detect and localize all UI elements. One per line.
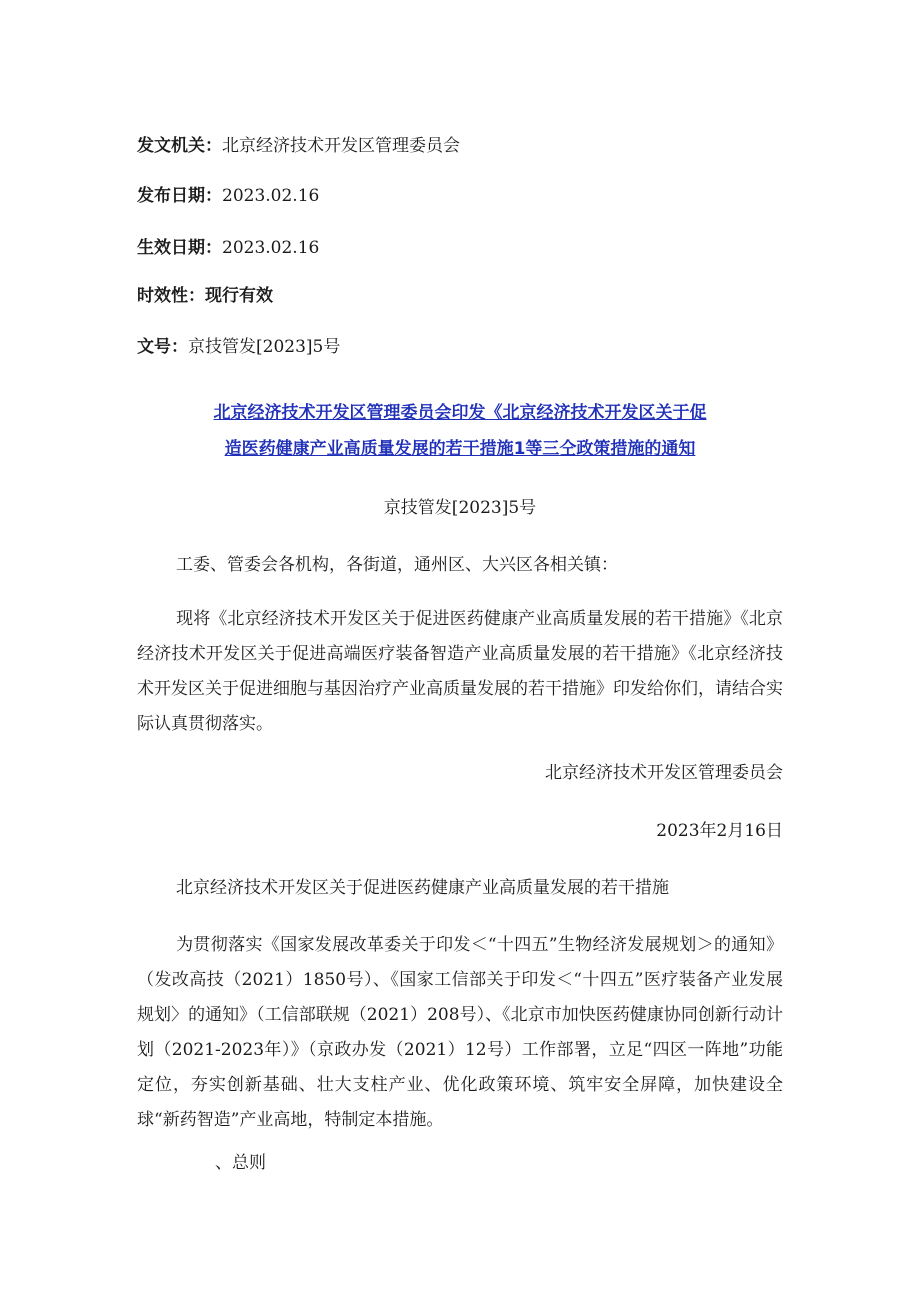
section-heading: 、总则 [215, 1153, 266, 1173]
validity-value: 现行有效 [205, 286, 273, 306]
publish-date-row [137, 184, 319, 208]
body-paragraph: 现将《北京经济技术开发区关于促进医药健康产业高质量发展的若干措施》《北京经济技术开发区关于促进高端医疗装备智造产业高质量发展的若干措施》《北京经济技术开发区关于促进细胞与基因治疗产业高质量发展的若干措施》印发给你们，请结合实际认真贯彻落实。 [137, 609, 783, 734]
doc-number-label: 文号： [137, 337, 188, 357]
issuer-value: 北京经济技术开发区管理委员会 [222, 136, 460, 156]
signature-org: 北京经济技术开发区管理委员会 [545, 763, 783, 783]
doc-number-centered: 京技管发[2023]5号 [383, 498, 537, 518]
doc-number-row [137, 335, 340, 359]
addressee: 工委、管委会各机构，各街道，通州区、大兴区各相关镇： [176, 555, 618, 575]
effective-date-row [137, 236, 319, 260]
measures-subtitle: 北京经济技术开发区关于促进医药健康产业高质量发展的若干措施 [176, 878, 669, 898]
effective-date-label: 生效日期： [137, 238, 222, 258]
issuer-row [137, 134, 460, 158]
doc-number-value: 京技管发[2023]5号 [188, 337, 341, 357]
publish-date-label: 发布日期： [137, 186, 222, 206]
intro-paragraph: 为贯彻落实《国家发展改革委关于印发＜“十四五”生物经济发展规划＞的通知》（发改高技（2021）1850号）、《国家工信部关于印发＜“十四五”医疗装备产业发展规划〉的通知》（工信部联规（2021）208号）、《北京市加快医药健康协同创新行动计划（2021-2023年）》（京政办发（2021）12号）工作部署，立足“四区一阵地”功能定位，夯实创新基础、壮大支柱产业、优化政策环境、筑牢安全屏障，加快建设全球“新药智造”产业高地，特制定本措施。 [137, 935, 783, 1130]
publish-date-value: 2023.02.16 [222, 186, 320, 206]
notice-title-line-1[interactable]: 北京经济技术开发区管理委员会印发《北京经济技术开发区关于促 [213, 403, 707, 423]
effective-date-value: 2023.02.16 [222, 238, 320, 258]
validity-label: 时效性： [137, 286, 205, 306]
issuer-label: 发文机关： [137, 136, 222, 156]
validity-row [137, 284, 273, 308]
notice-title-line-2[interactable]: 造医药健康产业高质量发展的若干措施1等三仝政策措施的通知 [224, 439, 696, 459]
signature-date: 2023年2月16日 [656, 821, 783, 841]
